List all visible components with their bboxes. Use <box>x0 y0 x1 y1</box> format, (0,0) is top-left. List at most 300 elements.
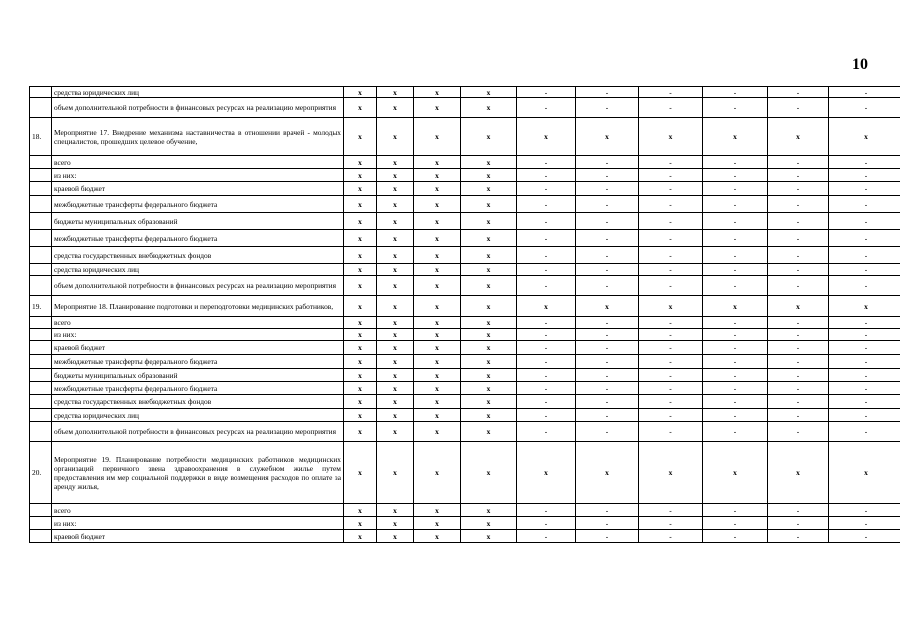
value-cell: x <box>461 169 517 182</box>
value-cell: x <box>414 442 461 504</box>
value-cell: - <box>639 395 703 409</box>
value-cell: x <box>344 517 377 530</box>
table-row <box>30 118 900 156</box>
value-cell: x <box>414 369 461 382</box>
row-number <box>30 355 52 369</box>
row-label: средства государственных внебюджетных фондов <box>52 395 344 409</box>
row-label: межбюджетные трансферты федерального бюджета <box>52 355 344 369</box>
value-cell: - <box>829 230 900 247</box>
value-cell: - <box>517 276 576 296</box>
value-cell: - <box>829 247 900 264</box>
row-label: краевой бюджет <box>52 182 344 196</box>
value-cell: x <box>377 264 414 276</box>
value-cell: x <box>344 369 377 382</box>
value-cell: - <box>639 504 703 517</box>
value-cell: - <box>517 369 576 382</box>
value-cell: - <box>517 213 576 230</box>
value-cell: x <box>377 355 414 369</box>
row-label: всего <box>52 504 344 517</box>
value-cell: - <box>703 355 768 369</box>
row-number <box>30 422 52 442</box>
value-cell: - <box>517 341 576 355</box>
table-row <box>30 169 900 182</box>
value-cell: x <box>639 296 703 317</box>
value-cell: x <box>829 442 900 504</box>
value-cell: - <box>703 182 768 196</box>
value-cell: - <box>639 169 703 182</box>
value-cell: x <box>703 118 768 156</box>
row-label: средства юридических лиц <box>52 87 344 98</box>
value-cell: - <box>639 317 703 329</box>
value-cell: x <box>377 382 414 395</box>
value-cell: - <box>829 317 900 329</box>
value-cell: x <box>461 276 517 296</box>
value-cell: - <box>703 369 768 382</box>
value-cell: - <box>639 355 703 369</box>
value-cell: x <box>461 317 517 329</box>
row-label: бюджеты муниципальных образований <box>52 369 344 382</box>
value-cell: - <box>768 196 829 213</box>
value-cell: - <box>768 504 829 517</box>
row-number <box>30 98 52 118</box>
value-cell: - <box>639 517 703 530</box>
value-cell: - <box>768 317 829 329</box>
value-cell: x <box>344 317 377 329</box>
row-number <box>30 276 52 296</box>
value-cell: x <box>461 369 517 382</box>
row-number <box>30 409 52 422</box>
value-cell: x <box>344 156 377 169</box>
value-cell: - <box>703 213 768 230</box>
value-cell: x <box>461 355 517 369</box>
table-row <box>30 395 900 409</box>
value-cell: x <box>377 369 414 382</box>
value-cell: x <box>829 296 900 317</box>
value-cell: - <box>517 87 576 98</box>
value-cell: x <box>377 156 414 169</box>
value-cell: x <box>377 530 414 543</box>
value-cell: - <box>639 341 703 355</box>
value-cell: x <box>414 156 461 169</box>
row-number <box>30 530 52 543</box>
value-cell: x <box>461 442 517 504</box>
value-cell: - <box>576 317 639 329</box>
value-cell: x <box>414 341 461 355</box>
value-cell: - <box>576 213 639 230</box>
value-cell: - <box>517 264 576 276</box>
value-cell: - <box>517 169 576 182</box>
value-cell: x <box>461 329 517 341</box>
value-cell: - <box>517 98 576 118</box>
row-number <box>30 264 52 276</box>
value-cell: x <box>377 118 414 156</box>
value-cell: - <box>639 382 703 395</box>
value-cell: x <box>703 442 768 504</box>
row-label: средства государственных внебюджетных фондов <box>52 247 344 264</box>
value-cell: x <box>461 182 517 196</box>
value-cell: - <box>517 329 576 341</box>
value-cell: - <box>829 169 900 182</box>
value-cell: x <box>344 296 377 317</box>
value-cell: x <box>461 230 517 247</box>
value-cell: - <box>829 382 900 395</box>
value-cell: x <box>377 87 414 98</box>
row-number <box>30 341 52 355</box>
table-row <box>30 355 900 369</box>
row-label: средства юридических лиц <box>52 409 344 422</box>
value-cell: - <box>829 264 900 276</box>
value-cell: x <box>344 341 377 355</box>
value-cell: - <box>517 409 576 422</box>
value-cell: - <box>639 422 703 442</box>
value-cell: x <box>517 296 576 317</box>
value-cell: x <box>414 213 461 230</box>
value-cell: x <box>461 196 517 213</box>
value-cell: - <box>829 98 900 118</box>
value-cell: - <box>639 276 703 296</box>
value-cell: x <box>414 98 461 118</box>
table-row <box>30 196 900 213</box>
table-row <box>30 264 900 276</box>
value-cell: - <box>517 422 576 442</box>
value-cell: x <box>377 296 414 317</box>
value-cell: - <box>703 517 768 530</box>
value-cell: - <box>576 247 639 264</box>
value-cell: - <box>768 169 829 182</box>
table-row <box>30 504 900 517</box>
value-cell: - <box>639 409 703 422</box>
value-cell: - <box>576 196 639 213</box>
value-cell: - <box>517 395 576 409</box>
value-cell: x <box>461 409 517 422</box>
table-row <box>30 329 900 341</box>
value-cell: - <box>576 276 639 296</box>
value-cell: - <box>829 341 900 355</box>
value-cell: - <box>576 341 639 355</box>
value-cell: - <box>703 264 768 276</box>
value-cell: - <box>703 169 768 182</box>
value-cell: x <box>377 341 414 355</box>
value-cell: - <box>517 247 576 264</box>
value-cell: - <box>703 329 768 341</box>
row-label: бюджеты муниципальных образований <box>52 213 344 230</box>
value-cell: x <box>414 409 461 422</box>
value-cell: - <box>576 422 639 442</box>
value-cell: x <box>377 395 414 409</box>
value-cell: x <box>414 382 461 395</box>
value-cell: x <box>344 395 377 409</box>
value-cell: x <box>461 156 517 169</box>
row-label: объем дополнительной потребности в финансовых ресурсах на реализацию мероприятия <box>52 276 344 296</box>
value-cell: - <box>576 230 639 247</box>
value-cell: - <box>768 264 829 276</box>
value-cell: x <box>344 329 377 341</box>
row-label: из них: <box>52 517 344 530</box>
value-cell: x <box>414 182 461 196</box>
value-cell: x <box>414 296 461 317</box>
value-cell: - <box>768 98 829 118</box>
value-cell: - <box>576 409 639 422</box>
value-cell: - <box>829 409 900 422</box>
value-cell: x <box>344 182 377 196</box>
value-cell: - <box>576 504 639 517</box>
value-cell: - <box>639 213 703 230</box>
value-cell: - <box>703 196 768 213</box>
value-cell: - <box>576 264 639 276</box>
table-row <box>30 382 900 395</box>
value-cell: x <box>344 409 377 422</box>
value-cell: - <box>768 395 829 409</box>
value-cell: - <box>576 382 639 395</box>
value-cell: x <box>377 317 414 329</box>
row-label: из них: <box>52 329 344 341</box>
value-cell: - <box>639 196 703 213</box>
row-label: межбюджетные трансферты федерального бюджета <box>52 230 344 247</box>
table-row <box>30 422 900 442</box>
value-cell: - <box>829 276 900 296</box>
value-cell: - <box>576 355 639 369</box>
table-row <box>30 276 900 296</box>
value-cell: x <box>576 442 639 504</box>
value-cell: - <box>829 213 900 230</box>
row-number <box>30 317 52 329</box>
value-cell: - <box>517 182 576 196</box>
value-cell: - <box>768 355 829 369</box>
value-cell: - <box>703 422 768 442</box>
value-cell: - <box>768 329 829 341</box>
row-number: 19. <box>30 296 52 317</box>
table-row <box>30 517 900 530</box>
value-cell: - <box>639 247 703 264</box>
value-cell: - <box>829 530 900 543</box>
funding-table <box>29 86 900 543</box>
row-label: всего <box>52 317 344 329</box>
value-cell: - <box>703 156 768 169</box>
value-cell: - <box>517 530 576 543</box>
value-cell: x <box>377 504 414 517</box>
value-cell: x <box>461 504 517 517</box>
value-cell: x <box>639 118 703 156</box>
value-cell: - <box>639 530 703 543</box>
value-cell: x <box>344 247 377 264</box>
value-cell: x <box>344 422 377 442</box>
value-cell: x <box>414 264 461 276</box>
row-number <box>30 213 52 230</box>
value-cell: x <box>344 276 377 296</box>
value-cell: - <box>517 196 576 213</box>
value-cell: - <box>829 329 900 341</box>
value-cell: - <box>768 156 829 169</box>
value-cell: x <box>461 530 517 543</box>
value-cell: x <box>576 296 639 317</box>
table-row <box>30 230 900 247</box>
value-cell: x <box>377 247 414 264</box>
value-cell: - <box>639 98 703 118</box>
table-row <box>30 182 900 196</box>
value-cell: x <box>461 213 517 230</box>
value-cell: - <box>768 422 829 442</box>
value-cell: - <box>768 382 829 395</box>
value-cell: x <box>461 395 517 409</box>
row-number: 18. <box>30 118 52 156</box>
value-cell: - <box>703 230 768 247</box>
value-cell: - <box>829 355 900 369</box>
row-number <box>30 156 52 169</box>
value-cell: x <box>461 422 517 442</box>
value-cell: - <box>576 182 639 196</box>
value-cell: x <box>414 317 461 329</box>
table-row <box>30 530 900 543</box>
row-label: краевой бюджет <box>52 530 344 543</box>
row-label: из них: <box>52 169 344 182</box>
value-cell: x <box>639 442 703 504</box>
value-cell: - <box>768 369 829 382</box>
value-cell: x <box>344 118 377 156</box>
value-cell: - <box>639 87 703 98</box>
table-row <box>30 98 900 118</box>
value-cell: x <box>768 118 829 156</box>
value-cell: x <box>414 517 461 530</box>
row-label: краевой бюджет <box>52 341 344 355</box>
value-cell: - <box>703 395 768 409</box>
row-label: Мероприятие 18. Планирование подготовки и переподготовки медицинских работников, <box>52 296 344 317</box>
value-cell: - <box>768 87 829 98</box>
value-cell: - <box>639 230 703 247</box>
row-label: межбюджетные трансферты федерального бюджета <box>52 382 344 395</box>
row-label: Мероприятие 19. Планирование потребности медицинских работников медицинских организаций первичного звена здравоохранения в служебном жилье путем предоставления им мер социальной поддержки в виде возмещения расходов по оплате за аренду жилья, <box>52 442 344 504</box>
value-cell: x <box>414 422 461 442</box>
value-cell: - <box>703 247 768 264</box>
table-row <box>30 442 900 504</box>
value-cell: x <box>344 213 377 230</box>
value-cell: x <box>461 247 517 264</box>
table-row <box>30 317 900 329</box>
value-cell: - <box>768 530 829 543</box>
value-cell: - <box>576 395 639 409</box>
value-cell: - <box>703 530 768 543</box>
value-cell: x <box>344 442 377 504</box>
value-cell: x <box>461 382 517 395</box>
value-cell: - <box>703 341 768 355</box>
value-cell: - <box>576 517 639 530</box>
value-cell: - <box>768 409 829 422</box>
value-cell: x <box>414 276 461 296</box>
row-label: всего <box>52 156 344 169</box>
table-row <box>30 409 900 422</box>
value-cell: x <box>344 504 377 517</box>
value-cell: x <box>377 213 414 230</box>
value-cell: x <box>377 422 414 442</box>
value-cell: - <box>703 382 768 395</box>
value-cell: x <box>517 442 576 504</box>
table-row <box>30 87 900 98</box>
value-cell: - <box>517 156 576 169</box>
row-number <box>30 504 52 517</box>
value-cell: x <box>414 247 461 264</box>
value-cell: - <box>517 317 576 329</box>
value-cell: x <box>344 230 377 247</box>
row-number: 20. <box>30 442 52 504</box>
table-row <box>30 369 900 382</box>
value-cell: - <box>576 156 639 169</box>
value-cell: - <box>768 230 829 247</box>
value-cell: - <box>768 276 829 296</box>
value-cell: - <box>829 395 900 409</box>
row-number <box>30 329 52 341</box>
value-cell: - <box>829 87 900 98</box>
table-row <box>30 156 900 169</box>
value-cell: x <box>703 296 768 317</box>
row-number <box>30 230 52 247</box>
value-cell: x <box>344 196 377 213</box>
row-label: объем дополнительной потребности в финансовых ресурсах на реализацию мероприятия <box>52 422 344 442</box>
value-cell: - <box>639 264 703 276</box>
value-cell: x <box>461 264 517 276</box>
value-cell: x <box>344 98 377 118</box>
value-cell: - <box>829 517 900 530</box>
value-cell: - <box>768 517 829 530</box>
value-cell: - <box>768 341 829 355</box>
value-cell: x <box>377 409 414 422</box>
value-cell: x <box>377 517 414 530</box>
value-cell: - <box>517 382 576 395</box>
value-cell: x <box>414 230 461 247</box>
value-cell: x <box>414 196 461 213</box>
value-cell: x <box>576 118 639 156</box>
value-cell: x <box>829 118 900 156</box>
row-label: объем дополнительной потребности в финансовых ресурсах на реализацию мероприятия <box>52 98 344 118</box>
value-cell: x <box>344 382 377 395</box>
value-cell: x <box>414 169 461 182</box>
value-cell: x <box>461 296 517 317</box>
value-cell: - <box>576 369 639 382</box>
row-number <box>30 517 52 530</box>
value-cell: - <box>703 98 768 118</box>
value-cell: - <box>703 504 768 517</box>
value-cell: x <box>414 530 461 543</box>
value-cell: - <box>639 369 703 382</box>
value-cell: x <box>414 118 461 156</box>
value-cell: - <box>517 504 576 517</box>
value-cell: x <box>377 182 414 196</box>
value-cell: x <box>377 276 414 296</box>
table-body <box>30 87 900 543</box>
table-row <box>30 296 900 317</box>
value-cell: x <box>344 169 377 182</box>
page-number: 10 <box>852 56 868 73</box>
row-number <box>30 395 52 409</box>
value-cell: x <box>344 264 377 276</box>
value-cell: - <box>703 276 768 296</box>
value-cell: x <box>377 98 414 118</box>
value-cell: - <box>639 182 703 196</box>
value-cell: x <box>414 355 461 369</box>
value-cell: x <box>461 87 517 98</box>
value-cell: x <box>344 355 377 369</box>
value-cell: x <box>414 87 461 98</box>
row-number <box>30 369 52 382</box>
row-number <box>30 87 52 98</box>
row-label: средства юридических лиц <box>52 264 344 276</box>
row-label: Мероприятие 17. Внедрение механизма наставничества в отношении врачей - молодых специалистов, прошедших целевое обучение, <box>52 118 344 156</box>
value-cell: x <box>377 329 414 341</box>
value-cell: x <box>344 530 377 543</box>
value-cell: - <box>829 422 900 442</box>
value-cell: x <box>768 442 829 504</box>
value-cell: - <box>768 182 829 196</box>
value-cell: - <box>829 504 900 517</box>
value-cell: x <box>377 196 414 213</box>
